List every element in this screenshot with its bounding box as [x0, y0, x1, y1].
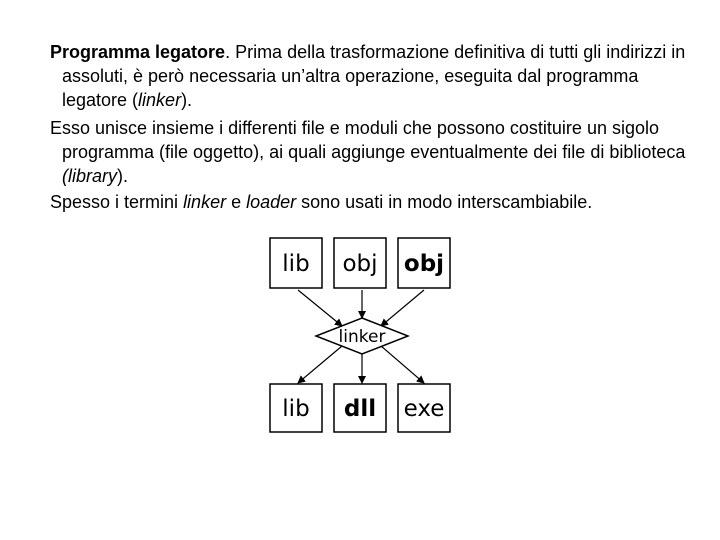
paragraph-linker-definition: Programma legatore. Prima della trasformazione definitiva di tutti gli indirizzi in assoluti, è però necessaria un’altra operazione, eseguita dal programma legatore (linker). [50, 42, 686, 110]
arrow-linker-to-exe [381, 346, 424, 383]
term-programma-legatore: Programma legatore [50, 42, 226, 62]
arrow-linker-to-lib [298, 346, 342, 383]
paragraph-linker-function: Esso unisce insieme i differenti file e moduli che possono costituire un sigolo programma (file oggetto), ai quali aggiunge eventualmente dei file di biblioteca (library). [50, 118, 686, 186]
box-output-lib-label: lib [282, 396, 310, 422]
box-input-obj-2-label: obj [403, 251, 445, 277]
box-input-obj-1-label: obj [342, 251, 378, 277]
paragraph-linker-loader: Spesso i termini linker e loader sono usati in modo interscambiabile. [50, 192, 593, 212]
arrow-lib-to-linker [298, 290, 342, 326]
box-output-exe-label: exe [403, 396, 445, 422]
arrow-obj2-to-linker [381, 290, 424, 326]
box-output-dll-label: dll [343, 396, 377, 422]
linker-diamond-label: linker [338, 327, 386, 347]
box-input-lib-label: lib [282, 251, 310, 277]
linker-diagram [268, 234, 454, 434]
